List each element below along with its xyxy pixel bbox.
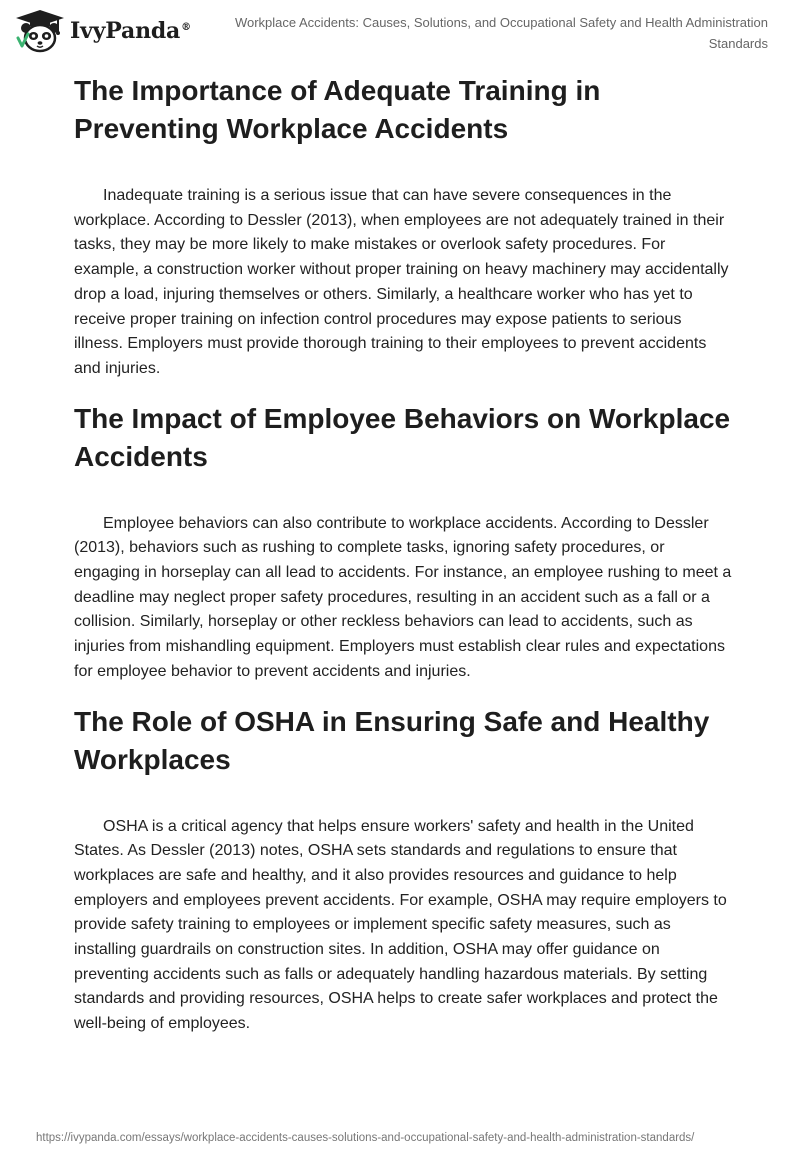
section-paragraph: Inadequate training is a serious issue that can have severe consequences in the workplace. According to Dessler (2013), when employees are not adequately trained in their tasks, they may be more likely to make mistakes or overlook safety procedures. For example, a construction worker without proper training on heavy machinery may accidentally drop a load, injuring themselves or others. Similarly, a healthcare worker who has yet to receive proper training on infection control procedures may expose patients to serious illness. Employers must provide thorough training to their employees to prevent accidents and injuries. bbox=[74, 187, 729, 377]
registered-mark: ® bbox=[181, 21, 191, 33]
document-title: Workplace Accidents: Causes, Solutions, and Occupational Safety and Health Administration Standards bbox=[234, 15, 768, 51]
section-training bbox=[74, 72, 734, 382]
source-url[interactable]: https://ivypanda.com/essays/workplace-accidents-causes-solutions-and-occupational-safety-and-health-administration-standards/ bbox=[36, 1132, 695, 1144]
section-heading: The Importance of Adequate Training in Preventing Workplace Accidents bbox=[74, 75, 601, 144]
section-paragraph: Employee behaviors can also contribute to workplace accidents. According to Dessler (2013), behaviors such as rushing to complete tasks, ignoring safety procedures, or engaging in horseplay can all lead to accidents. For instance, an employee rushing to meet a deadline may neglect proper safety procedures, resulting in an accident such as a fall or a collision. Similarly, horseplay or other reckless behaviors can lead to accidents, such as injuries from mishandling equipment. Employers must establish clear rules and expectations for employee behavior to prevent accidents and injuries. bbox=[74, 514, 732, 680]
section-heading: The Impact of Employee Behaviors on Workplace Accidents bbox=[74, 402, 731, 472]
section-paragraph: OSHA is a critical agency that helps ensure workers' safety and health in the United States. As Dessler (2013) notes, OSHA sets standards and regulations to ensure that workplaces are safe and healthy, and it also provides resources and guidance to help employers and employees prevent accidents. For example, OSHA may require employers to provide safety training to employees or implement specific safety measures, such as installing guardrails on construction sites. In addition, OSHA may offer guidance on preventing accidents such as falls or adequately handling hazardous materials. By setting standards and providing resources, OSHA helps to create safer workplaces and protect the well-being of employees. bbox=[74, 817, 727, 1033]
essay-content bbox=[74, 72, 734, 1037]
page-header bbox=[0, 0, 800, 64]
brand-name: IvyPanda® bbox=[70, 18, 191, 44]
section-heading: The Role of OSHA in Ensuring Safe and Healthy Workplaces bbox=[74, 705, 710, 775]
section-osha-role bbox=[74, 703, 734, 1037]
ivypanda-logo[interactable] bbox=[14, 8, 191, 54]
panda-graduate-icon bbox=[14, 8, 66, 54]
section-employee-behaviors bbox=[74, 400, 734, 685]
